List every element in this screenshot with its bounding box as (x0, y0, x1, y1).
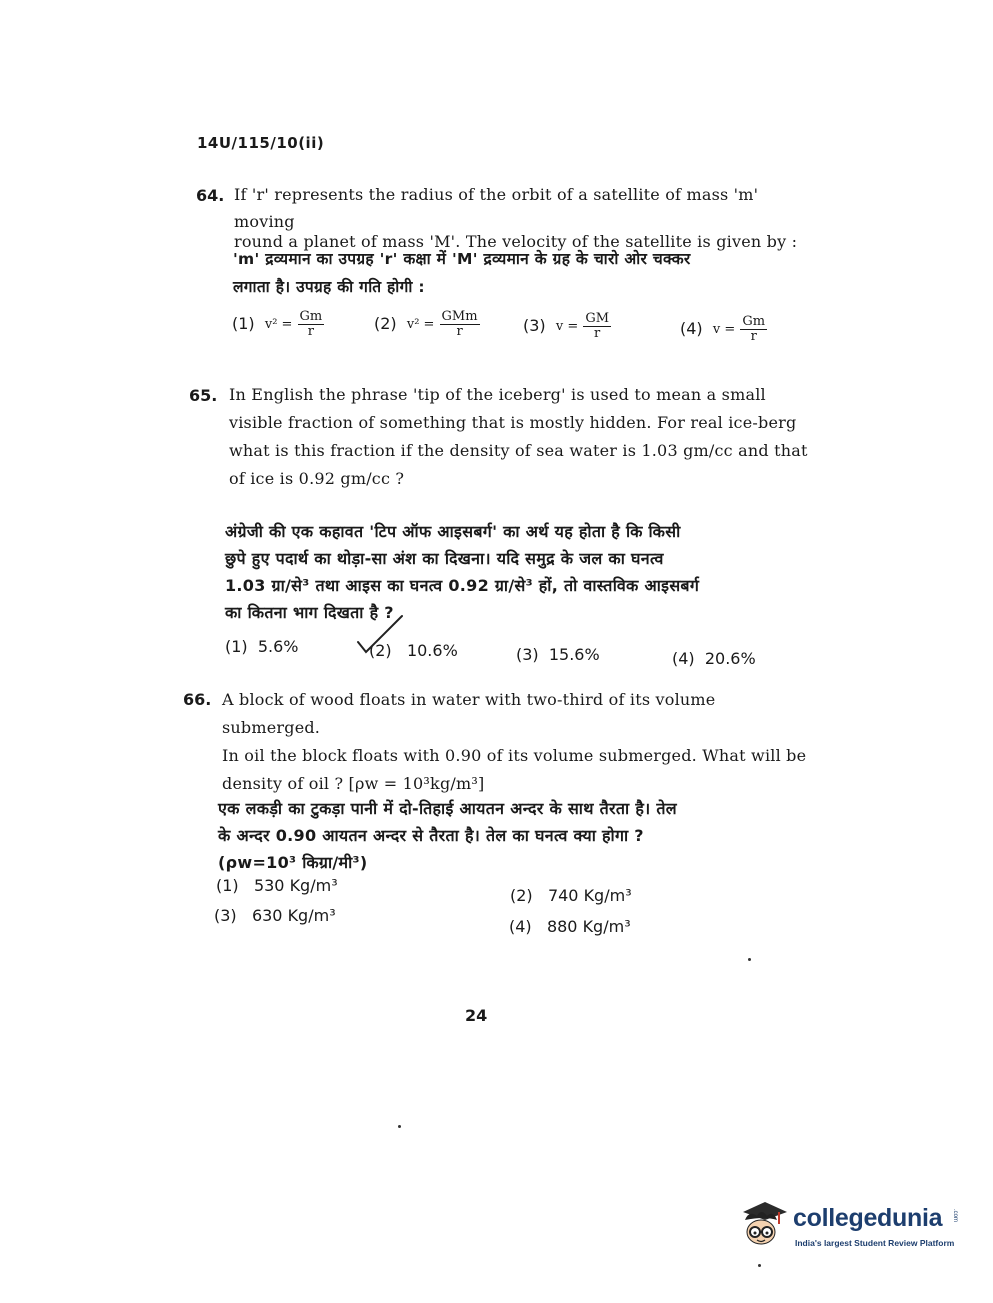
option-label: (1) (232, 314, 255, 333)
option-text: 15.6% (548, 645, 600, 664)
text-line: 1.03 ग्रा/से³ तथा आइस का घनत्व 0.92 ग्रा/से³ हों, तो वास्तविक आइसबर्ग (225, 576, 700, 595)
option-text: 880 Kg/m³ (546, 917, 631, 936)
option-label: (4) (672, 649, 695, 668)
option-label: (1) (225, 637, 248, 656)
text-line: का कितना भाग दिखता है ? (225, 603, 394, 622)
option-lhs: v = (555, 319, 579, 334)
option-lhs: v = (712, 322, 736, 337)
question-english (222, 686, 812, 798)
option-3 (516, 645, 600, 664)
option-text: 530 Kg/m³ (253, 876, 338, 895)
logo-wordmark: collegedunia (793, 1204, 943, 1232)
fraction (583, 312, 611, 341)
text-line: density of oil ? [ρw = 10³kg/m³] (222, 774, 485, 793)
question-hindi (218, 795, 808, 876)
question-english (234, 181, 824, 255)
text-line: (ρw=10³ किग्रा/मी³) (218, 853, 368, 872)
option-2 (374, 310, 480, 339)
option-label: (2) (374, 314, 397, 333)
denominator: r (594, 326, 601, 341)
option-3 (523, 312, 611, 341)
numerator: Gm (742, 314, 766, 329)
text-line: एक लकड़ी का टुकड़ा पानी में दो-तिहाई आयतन अन्दर के साथ तैरता है। तेल (218, 799, 677, 818)
option-label: (2) (369, 641, 392, 660)
question-english (229, 381, 819, 493)
text-line: अंग्रेजी की एक कहावत 'टिप ऑफ आइसबर्ग' का अर्थ यह होता है कि किसी (225, 522, 681, 541)
text-line: छुपे हुए पदार्थ का थोड़ा-सा अंश का दिखना। यदि समुद्र के जल का घनत्व (225, 549, 664, 568)
denominator: r (750, 329, 757, 344)
option-label: (3) (516, 645, 539, 664)
numerator: Gm (299, 309, 323, 324)
text-line: round a planet of mass 'M'. The velocity of the satellite is given by : (234, 232, 798, 251)
option-text: 740 Kg/m³ (547, 886, 632, 905)
fraction (740, 315, 767, 344)
scan-speck (398, 1125, 401, 1128)
option-1 (225, 637, 299, 656)
option-4 (672, 649, 756, 668)
question-number: 65. (189, 386, 218, 405)
option-label: (1) (216, 876, 239, 895)
text-line: In English the phrase 'tip of the iceberg' is used to mean a small (229, 385, 766, 404)
text-line: के अन्दर 0.90 आयतन अन्दर से तैरता है। तेल का घनत्व क्या होगा ? (218, 826, 644, 845)
text-line: 'm' द्रव्यमान का उपग्रह 'r' कक्षा में 'M' द्रव्यमान के ग्रह के चारो ओर चक्कर (233, 250, 691, 268)
paper-code: 14U/115/10(ii) (197, 134, 325, 152)
option-4 (680, 315, 767, 344)
student-mascot-icon (735, 1198, 791, 1254)
fraction (440, 310, 480, 339)
option-label: (4) (680, 319, 703, 338)
option-3 (214, 906, 336, 925)
option-label: (2) (510, 886, 533, 905)
option-text: 20.6% (704, 649, 756, 668)
text-line: A block of wood floats in water with two-third of its volume submerged. (222, 690, 716, 737)
question-hindi (225, 518, 815, 626)
denominator: r (307, 324, 314, 339)
option-2 (510, 886, 632, 905)
text-line: of ice is 0.92 gm/cc ? (229, 469, 405, 488)
option-lhs: v² = (264, 317, 293, 332)
option-text: 5.6% (257, 637, 299, 656)
fraction (298, 310, 325, 339)
option-1 (232, 310, 324, 339)
scan-speck (748, 958, 751, 961)
option-text: 10.6% (406, 641, 458, 660)
option-lhs: v² = (406, 317, 435, 332)
option-label: (4) (509, 917, 532, 936)
collegedunia-logo (735, 1198, 965, 1262)
option-4 (509, 917, 631, 936)
numerator: GM (585, 311, 610, 326)
option-text: 630 Kg/m³ (251, 906, 336, 925)
text-line: visible fraction of something that is mostly hidden. For real ice-berg (229, 413, 797, 432)
logo-suffix: .com (952, 1209, 958, 1223)
text-line: लगाता है। उपग्रह की गति होगी : (233, 278, 425, 296)
question-hindi (233, 245, 823, 301)
numerator: GMm (441, 309, 478, 324)
option-1 (216, 876, 338, 895)
tick-mark-icon (356, 612, 406, 662)
page-number: 24 (465, 1006, 488, 1025)
question-number: 66. (183, 690, 212, 709)
option-label: (3) (214, 906, 237, 925)
scan-speck (758, 1264, 761, 1267)
option-label: (3) (523, 316, 546, 335)
text-line: In oil the block floats with 0.90 of its volume submerged. What will be (222, 746, 807, 765)
text-line: what is this fraction if the density of sea water is 1.03 gm/cc and that (229, 441, 808, 460)
question-number: 64. (196, 186, 225, 205)
denominator: r (456, 324, 463, 339)
text-line: If 'r' represents the radius of the orbit of a satellite of mass 'm' moving (234, 185, 759, 231)
logo-tagline: India's largest Student Review Platform (795, 1238, 955, 1248)
